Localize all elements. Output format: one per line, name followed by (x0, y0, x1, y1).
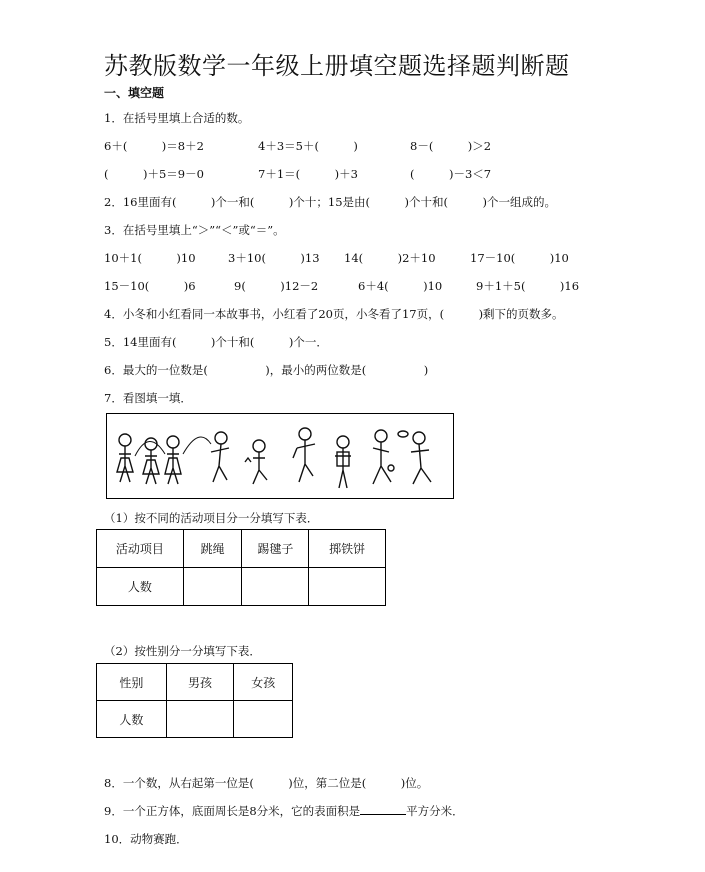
table-header-cell: 性别 (97, 664, 167, 701)
children-figures (107, 414, 452, 497)
table-header-cell: 踢毽子 (242, 530, 309, 568)
q3-item: 10＋1( )10 (104, 251, 196, 265)
q3-item: 14( )2＋10 (344, 251, 436, 265)
q9-after: 平方分米． (406, 804, 464, 818)
table-header-cell: 跳绳 (183, 530, 242, 568)
q2-text: 2．16里面有( )个一和( )个十；15是由( )个十和( )个一组成的。 (104, 195, 556, 209)
table-header-cell: 男孩 (166, 664, 234, 701)
answer-cell[interactable] (242, 568, 309, 606)
gender-table (96, 663, 293, 738)
q1-item: 6＋( )＝8＋2 (104, 139, 204, 153)
q1-stem: 1．在括号里填上合适的数。 (104, 111, 250, 125)
answer-cell[interactable] (166, 701, 234, 738)
activity-table (96, 529, 386, 606)
q7-sub1: （1）按不同的活动项目分一分填写下表． (104, 511, 319, 525)
q3-item: 15－10( )6 (104, 279, 196, 293)
table-header-cell: 女孩 (234, 664, 293, 701)
q7-stem: 7．看图填一填． (104, 391, 192, 405)
q1-item: 8－( )＞2 (410, 139, 492, 153)
table-header-cell: 掷铁饼 (309, 530, 386, 568)
q3-item: 9＋1＋5( )16 (476, 279, 580, 293)
q1-item: 4＋3＝5＋( ) (258, 139, 358, 153)
section-heading: 一、填空题 (104, 86, 165, 100)
answer-cell[interactable] (234, 701, 293, 738)
answer-blank[interactable] (360, 804, 406, 815)
q3-item: 6＋4( )10 (358, 279, 443, 293)
answer-cell[interactable] (309, 568, 386, 606)
page-title: 苏教版数学一年级上册填空题选择题判断题 (104, 52, 570, 80)
q1-item: ( )＋5＝9－0 (104, 167, 204, 181)
q1-item: 7＋1＝( )＋3 (258, 167, 358, 181)
q4-text: 4．小冬和小红看同一本故事书，小红看了20页，小冬看了17页，( )剩下的页数多。 (104, 307, 564, 321)
q6-text: 6．最大的一位数是( )，最小的两位数是( ) (104, 363, 429, 377)
q7-sub2: （2）按性别分一分填写下表． (104, 644, 261, 658)
answer-cell[interactable] (183, 568, 242, 606)
table-row-label: 人数 (97, 701, 167, 738)
q3-stem: 3．在括号里填上“＞”“＜”或“＝”。 (104, 223, 285, 237)
q5-text: 5．14里面有( )个十和( )个一． (104, 335, 328, 349)
q3-item: 3＋10( )13 (228, 251, 320, 265)
table-row-label: 人数 (97, 568, 184, 606)
q3-item: 9( )12－2 (234, 279, 319, 293)
q3-item: 17－10( )10 (470, 251, 569, 265)
q8-text: 8．一个数，从右起第一位是( )位，第二位是( )位。 (104, 776, 429, 790)
q9-text (104, 803, 464, 819)
activity-illustration (106, 413, 454, 499)
q10-text: 10．动物赛跑． (104, 832, 188, 846)
table-header-cell: 活动项目 (97, 530, 184, 568)
q1-item: ( )－3＜7 (410, 167, 492, 181)
q9-before: 9．一个正方体，底面周长是8分米，它的表面积是 (104, 804, 361, 818)
